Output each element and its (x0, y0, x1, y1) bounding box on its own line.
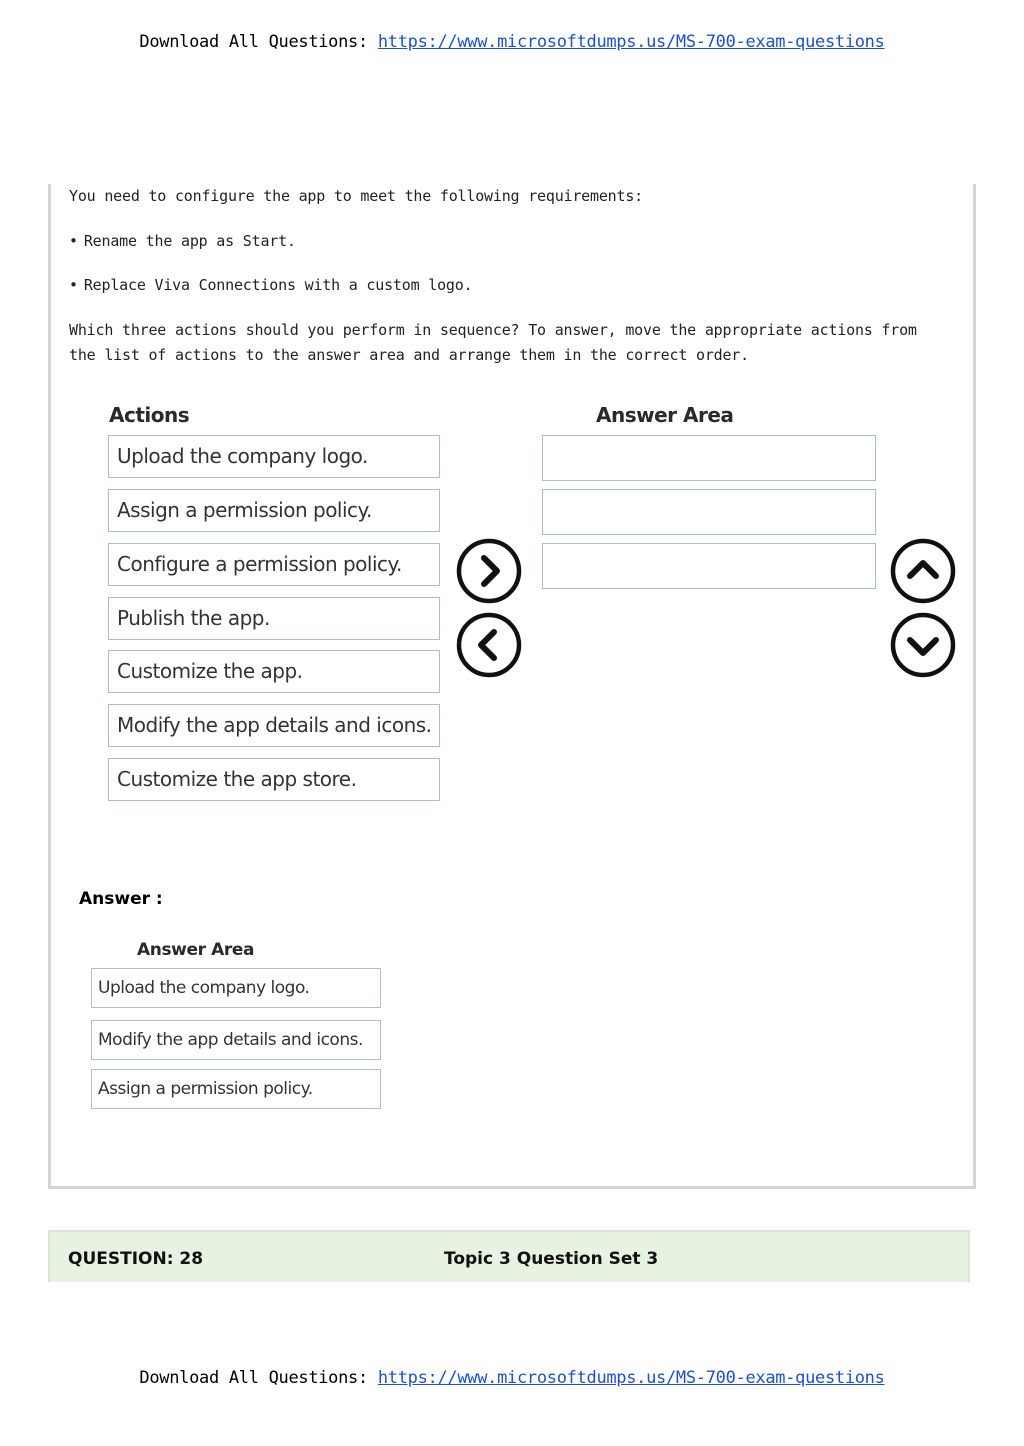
requirement-text: Replace Viva Connections with a custom logo. (83, 276, 473, 294)
answer-result-item: Upload the company logo. (91, 968, 381, 1008)
answer-result-item: Assign a permission policy. (91, 1069, 381, 1109)
question-intro: You need to configure the app to meet the following requirements: (69, 187, 643, 205)
bullet: • (69, 232, 78, 250)
question-card (48, 184, 976, 1189)
answer-slot-3[interactable] (542, 543, 876, 589)
action-item-customize-app[interactable]: Customize the app. (108, 650, 440, 693)
download-label: Download All Questions: (139, 32, 368, 52)
answer-area-heading: Answer Area (596, 403, 734, 427)
action-item-modify-details[interactable]: Modify the app details and icons. (108, 704, 440, 747)
question-number: QUESTION: 28 (68, 1249, 204, 1269)
download-banner-bottom (0, 1368, 1024, 1388)
download-link[interactable]: https://www.microsoftdumps.us/MS-700-exam-questions (377, 1368, 885, 1388)
requirement-item (69, 273, 949, 298)
requirement-item (69, 229, 949, 254)
answer-label: Answer : (79, 889, 163, 909)
question-prompt: Which three actions should you perform in sequence? To answer, move the appropriate actions from the list of actions to the answer area and arrange them in the correct order. (69, 321, 917, 364)
answer-slot-1[interactable] (542, 435, 876, 481)
chevron-left-circle-icon[interactable] (456, 612, 522, 678)
actions-heading: Actions (109, 403, 190, 427)
answer-result-item: Modify the app details and icons. (91, 1020, 381, 1060)
action-item-customize-store[interactable]: Customize the app store. (108, 758, 440, 801)
bullet: • (69, 276, 78, 294)
question-header-bar (48, 1230, 970, 1282)
chevron-up-circle-icon[interactable] (890, 538, 956, 604)
action-item-assign-policy[interactable]: Assign a permission policy. (108, 489, 440, 532)
download-banner-top (0, 32, 1024, 52)
action-item-publish-app[interactable]: Publish the app. (108, 597, 440, 640)
chevron-down-circle-icon[interactable] (890, 612, 956, 678)
chevron-right-circle-icon[interactable] (456, 538, 522, 604)
answer-result-heading: Answer Area (137, 940, 255, 960)
answer-slot-2[interactable] (542, 489, 876, 535)
download-label: Download All Questions: (139, 1368, 368, 1388)
requirement-text: Rename the app as Start. (83, 232, 296, 250)
download-link[interactable]: https://www.microsoftdumps.us/MS-700-exam-questions (377, 32, 885, 52)
action-item-configure-policy[interactable]: Configure a permission policy. (108, 543, 440, 586)
question-topic: Topic 3 Question Set 3 (444, 1249, 659, 1269)
action-item-upload-logo[interactable]: Upload the company logo. (108, 435, 440, 478)
